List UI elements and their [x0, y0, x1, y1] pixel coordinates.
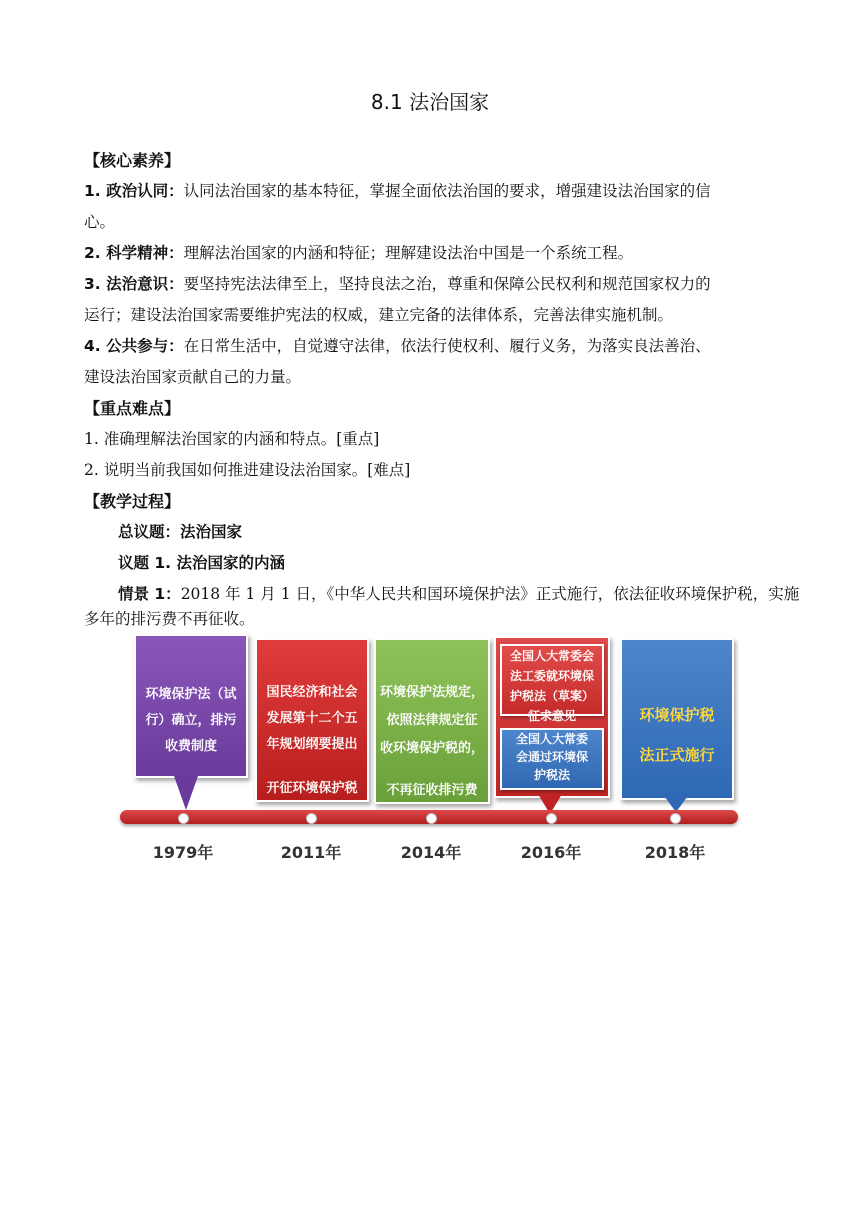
- core-item-3-line-1: [84, 269, 784, 300]
- timeline-dot-2011: [306, 813, 317, 824]
- page-title: 8.1 法治国家: [370, 90, 490, 114]
- section-heading-teaching: 【教学过程】: [84, 492, 181, 511]
- event-2016-bottom-line-2: 会通过环境保: [515, 750, 588, 764]
- event-card-2018: [620, 638, 734, 800]
- event-2016-top-line-4: 征求意见: [527, 709, 576, 723]
- event-1979-line-3: 收费制度: [164, 739, 217, 754]
- year-label-2014: 2014年: [400, 843, 462, 862]
- year-label-2011: 2011年: [280, 843, 342, 862]
- event-2016-bottom-line-3: 护税法: [533, 768, 570, 782]
- event-2016-passed-box: [500, 728, 604, 790]
- core-item-3-text: 要坚持宪法法律至上，坚持良法之治，尊重和保障公民权利和规范国家权力的: [183, 275, 711, 293]
- key-point-1: 1. 准确理解法治国家的内涵和特点。[重点]: [84, 430, 380, 448]
- year-label-2016: 2016年: [520, 843, 582, 862]
- event-2018-line-2: 法正式施行: [639, 746, 715, 764]
- event-2018-line-1: 环境保护税: [639, 706, 715, 724]
- event-2014-line-2: 依照法律规定征: [386, 713, 478, 728]
- core-item-1-line-2: 心。: [84, 213, 116, 231]
- event-card-2016: [494, 636, 610, 798]
- year-label-1979: 1979年: [152, 843, 214, 862]
- core-item-3-line-2: 运行；建设法治国家需要维护宪法的权威，建立完备的法律体系，完善法律实施机制。: [84, 306, 674, 324]
- timeline-dot-1979: [178, 813, 189, 824]
- core-item-1-text: 认同法治国家的基本特征，掌握全面依法治国的要求，增强建设法治国家的信: [183, 182, 711, 200]
- event-2016-top-line-3: 护税法（草案）: [509, 689, 594, 703]
- event-2016-top-line-1: 全国人大常委会: [509, 649, 594, 663]
- scene-line-2: 多年的排污费不再征收。: [84, 610, 255, 628]
- event-2011-line-3: 年规划纲要提出: [266, 737, 358, 752]
- timeline-figure: [118, 632, 742, 872]
- event-2011-line-4: 开征环境保护税: [266, 781, 358, 796]
- pointer-1979: [174, 776, 198, 810]
- core-item-1-label: 1. 政治认同：: [84, 182, 184, 200]
- event-card-1979: [134, 634, 248, 778]
- event-card-2014: [374, 638, 490, 804]
- core-item-4-text: 在日常生活中，自觉遵守法律，依法行使权利、履行义务，为落实良法善治、: [183, 337, 711, 355]
- event-card-2011: [255, 638, 369, 802]
- event-2016-top-line-2: 法工委就环境保: [509, 669, 594, 683]
- event-2014-line-1: 环境保护法规定，: [379, 685, 484, 700]
- event-2014-line-3: 收环境保护税的，: [379, 741, 484, 756]
- event-2014-line-4: 不再征收排污费: [386, 783, 478, 798]
- timeline-dot-2016: [546, 813, 557, 824]
- core-item-3-label: 3. 法治意识：: [84, 275, 184, 293]
- event-1979-line-1: 环境保护法（试: [145, 687, 237, 702]
- core-item-4-line-1: [84, 331, 784, 362]
- scene-text-1: 2018 年 1 月 1 日，《中华人民共和国环境保护法》正式施行，依法征收环境保护税，实施: [180, 585, 800, 603]
- section-heading-key-points: 【重点难点】: [84, 399, 181, 418]
- scene-label: 情景 1：: [118, 585, 181, 603]
- event-2016-bottom-line-1: 全国人大常委: [515, 732, 588, 746]
- event-2011-line-1: 国民经济和社会: [266, 685, 358, 700]
- event-1979-line-2: 行）确立，排污: [145, 713, 237, 728]
- core-item-4-line-2: 建设法治国家贡献自己的力量。: [84, 368, 302, 386]
- core-item-2-line-1: [84, 238, 784, 269]
- core-item-4-label: 4. 公共参与：: [84, 337, 184, 355]
- key-point-2: 2. 说明当前我国如何推进建设法治国家。[难点]: [84, 461, 411, 479]
- core-item-1-line-1: [84, 176, 784, 207]
- year-label-2018: 2018年: [644, 843, 706, 862]
- event-2016-draft-box: [500, 644, 604, 723]
- subtopic-label: 议题 1. 法治国家的内涵: [118, 554, 285, 572]
- topic-label: 总议题：法治国家: [118, 523, 243, 541]
- core-item-2-label: 2. 科学精神：: [84, 244, 184, 262]
- timeline-dot-2018: [670, 813, 681, 824]
- event-2011-line-2: 发展第十二个五: [266, 711, 358, 726]
- section-heading-core-literacy: 【核心素养】: [84, 151, 181, 170]
- core-item-2-text: 理解法治国家的内涵和特征；理解建设法治中国是一个系统工程。: [183, 244, 634, 262]
- timeline-dot-2014: [426, 813, 437, 824]
